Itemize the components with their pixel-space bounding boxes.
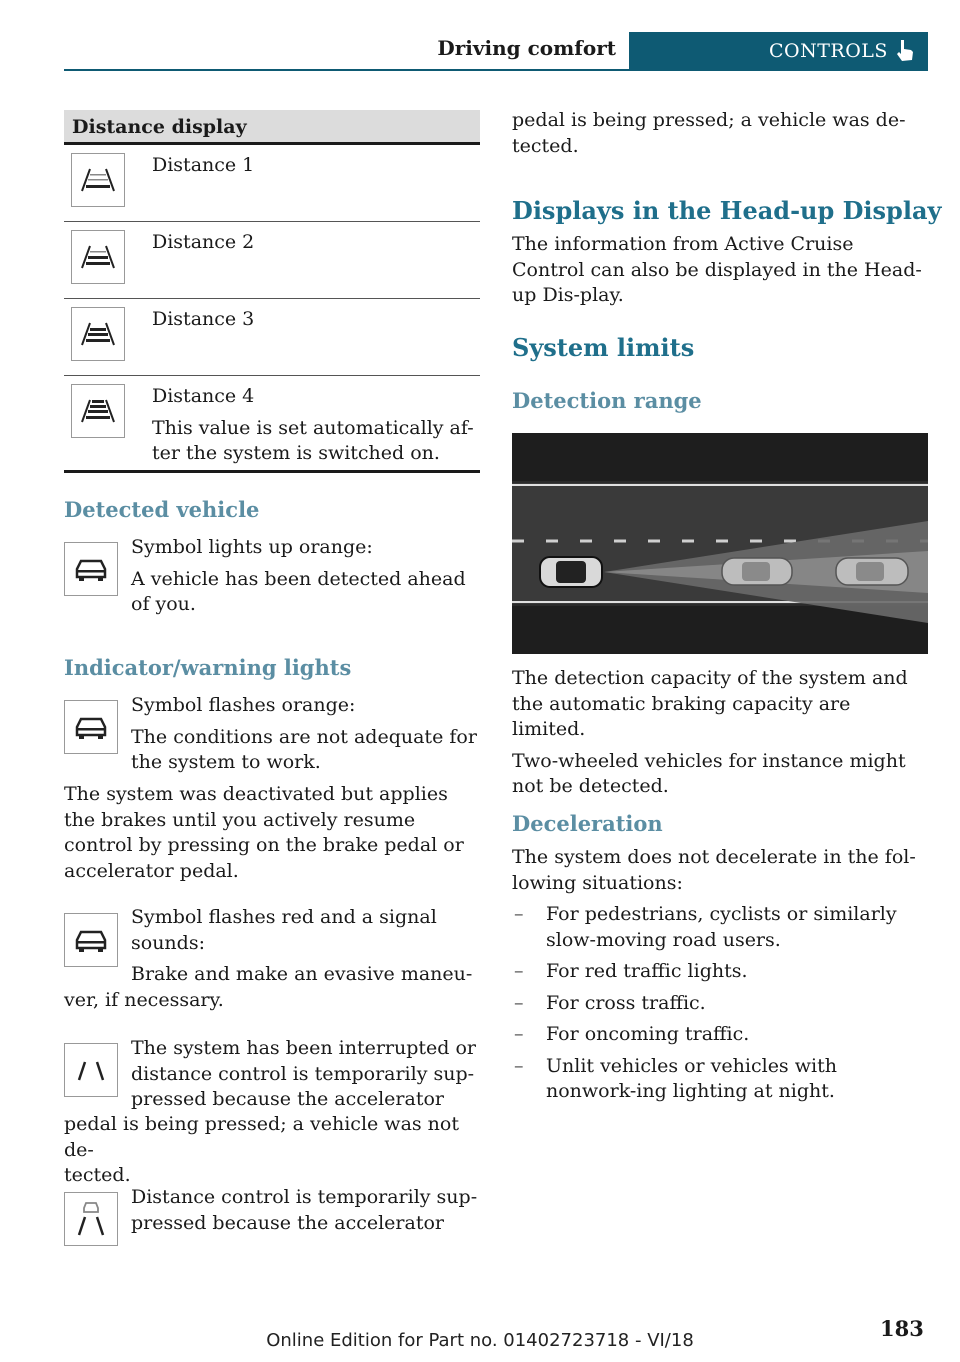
list-item: – For cross traffic. <box>514 991 706 1014</box>
interrupted-line-a: The system has been interrupted or <box>131 1037 477 1059</box>
detection-text-1: The detection capacity of the system and the automatic braking capacity are limited. <box>512 667 908 740</box>
list-item: – For red traffic lights. <box>514 960 748 982</box>
table-row <box>64 376 480 473</box>
lane-lines-icon <box>64 1043 118 1097</box>
suppressed-line-a: Distance control is temporarily sup- <box>131 1186 478 1208</box>
suppressed-line-b: pressed because the accelerator <box>131 1211 444 1234</box>
chapter-label: CONTROLS <box>769 40 888 62</box>
page-number: 183 <box>880 1316 924 1341</box>
detection-text-2: Two-wheeled vehicles for instance might not be detected. <box>512 749 906 797</box>
ego-car <box>540 557 602 587</box>
car-alert-icon <box>64 913 118 967</box>
table-row <box>64 145 480 222</box>
detected-vehicle-line1: Symbol lights up orange: <box>131 536 373 558</box>
section-title: Driving comfort <box>437 36 616 60</box>
table-cell-note: This value is set automatically af-ter the system is switched on. <box>152 417 474 464</box>
distance-3-icon <box>71 307 125 361</box>
distance-display-table <box>64 110 480 473</box>
interrupted-line-d: pedal is being pressed; a vehicle was not de- <box>64 1113 459 1161</box>
interrupted-line-e: tected. <box>64 1164 131 1186</box>
distance-1-icon <box>71 153 125 207</box>
table-heading: Distance display <box>64 110 480 145</box>
far-car <box>836 558 908 585</box>
table-row <box>64 299 480 376</box>
table-cell: Distance 4 <box>152 385 255 407</box>
lead-car <box>722 558 792 585</box>
deceleration-list <box>512 902 928 1111</box>
orange-line1: Symbol flashes orange: <box>131 694 356 716</box>
list-item: – For oncoming traffic. <box>514 1023 750 1045</box>
table-cell: Distance 1 <box>152 154 255 176</box>
red-line1: Symbol flashes red and a signal sounds: <box>131 906 437 954</box>
interrupted-line-b: distance control is temporarily sup- <box>131 1062 475 1085</box>
detection-range-heading: Detection range <box>512 388 702 413</box>
edition-footer: Online Edition for Part no. 01402723718 - VI/18 <box>266 1330 694 1351</box>
orange-line2: The conditions are not adequate for the system to work. <box>131 725 477 773</box>
indicator-heading: Indicator/warning lights <box>64 655 352 680</box>
car-warning-icon <box>64 700 118 754</box>
deceleration-intro: The system does not decelerate in the fol-lowing situations: <box>512 846 916 894</box>
list-item: – Unlit vehicles or vehicles with nonwork-ing lighting at night. <box>514 1054 837 1102</box>
suppressed-line-c: pedal is being pressed; a vehicle was de- <box>512 109 906 131</box>
suppressed-line-d: tected. <box>512 134 579 157</box>
deceleration-heading: Deceleration <box>512 811 663 836</box>
chapter-tab <box>629 32 928 70</box>
deactivated-paragraph: The system was deactivated but applies the brakes until you actively resume control by pressing on the brake pedal or accelerator pedal. <box>64 783 464 882</box>
detected-vehicle-line2: A vehicle has been detected ahead of you. <box>131 567 466 615</box>
detection-range-illustration <box>512 433 928 654</box>
list-item: – For pedestrians, cyclists or similarly slow-moving road users. <box>514 903 897 951</box>
system-limits-heading: System limits <box>512 333 695 362</box>
hand-pointer-icon <box>893 38 917 64</box>
distance-2-icon <box>71 230 125 284</box>
hud-text: The information from Active Cruise Control can also be displayed in the Head-up Dis-play. <box>512 233 922 306</box>
table-cell: Distance 2 <box>152 231 255 253</box>
hud-heading: Displays in the Head-up Display <box>512 196 942 225</box>
red-line2: Brake and make an evasive maneu-ver, if necessary. <box>64 963 473 1011</box>
detected-vehicle-heading: Detected vehicle <box>64 497 260 522</box>
distance-4-icon <box>71 384 125 438</box>
table-row <box>64 222 480 299</box>
lane-car-icon <box>64 1192 118 1246</box>
interrupted-line-c: pressed because the accelerator <box>131 1088 444 1110</box>
table-cell: Distance 3 <box>152 308 255 330</box>
car-icon <box>64 542 118 596</box>
header-rule <box>64 69 928 71</box>
